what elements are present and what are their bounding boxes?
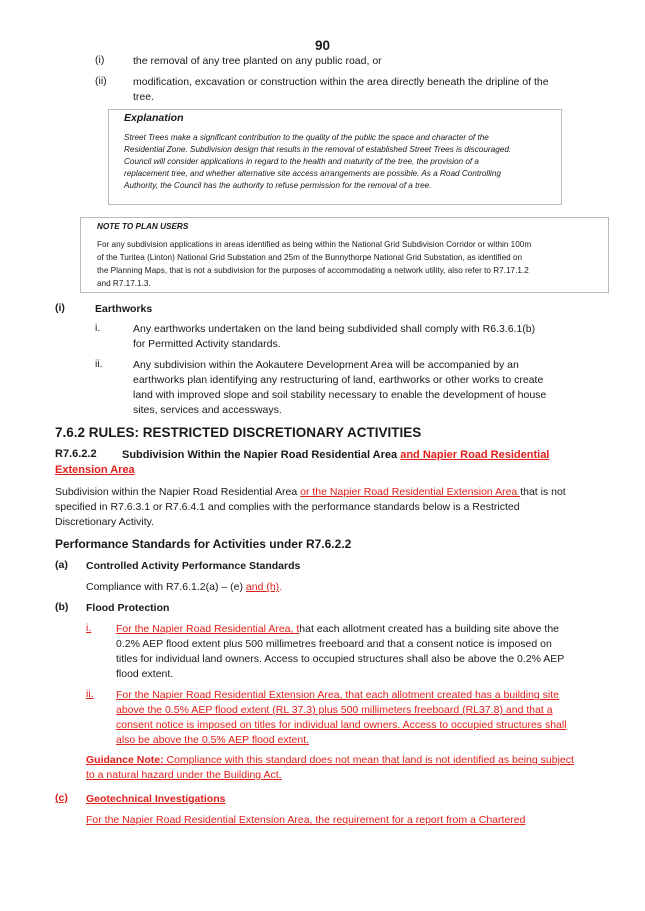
intro-line [55,485,566,500]
earthworks-item-num: ii. [95,358,103,370]
b-i-num: i. [86,622,92,634]
a-text-added: and (h) [245,581,280,593]
list-item-text: the removal of any tree planted on any public road, or [133,55,382,67]
b-ii-line: For the Napier Road Residential Extension Area, that each allotment created has a building site [116,689,560,701]
note-title: NOTE TO PLAN USERS [97,222,189,231]
rule-title-added: and Napier Road Residential [400,449,550,461]
intro-line: Discretionary Activity. [55,516,154,528]
rule-title [122,448,549,463]
a-num: (a) [55,559,68,571]
list-item-text: modification, excavation or construction within the area directly beneath the dripline of the [133,76,549,88]
explanation-line: Council will consider applications in regard to the health and maturity of the tree, the provision of a [124,157,479,166]
intro-text: Subdivision within the Napier Road Residential Area [55,486,301,498]
b-i-line [116,622,559,637]
rule-number: R7.6.2.2 [55,448,97,460]
c-line: For the Napier Road Residential Extension Area, the requirement for a report from a Chartered [86,814,526,826]
earthworks-title: Earthworks [95,303,153,315]
earthworks-item-line: Any subdivision within the Aokautere Development Area will be accompanied by an [133,359,519,371]
list-item-num: (ii) [95,75,107,87]
earthworks-item-num: i. [95,322,101,334]
note-line: of the Turitea (Linton) National Grid Substation and 25m of the Bunnythorpe National Grid Substation, as identified on [97,253,523,262]
a-text [86,580,282,595]
b-ii-line: also be above the 0.5% AEP flood extent. [116,734,310,746]
guidance-text: Compliance with this standard does not mean that land is not identified as being subject [163,754,574,766]
b-ii-num: ii. [86,688,94,700]
explanation-line: Residential Zone. Subdivision design that results in the removal of established Street Trees is discouraged. [124,145,512,154]
a-text-end: . [279,581,283,593]
b-i-text: hat each allotment created has a building site above the [299,623,560,635]
earthworks-item-line: sites, services and accessways. [133,404,282,416]
c-title: Geotechnical Investigations [86,793,226,805]
b-ii-line: above the 0.5% AEP flood extent (RL 37.3) plus 500 millimeters freeboard (RL37.8) and that a [116,704,553,716]
page-number: 90 [314,38,331,53]
explanation-line: Street Trees make a significant contribution to the quality of the public the space and character of the [124,133,489,142]
earthworks-item-line: Any earthworks undertaken on the land being subdivided shall comply with R6.3.6.1(b) [133,323,536,335]
earthworks-item-line: land with improved slope and soil stability necessary to enable the development of house [133,389,547,401]
b-title: Flood Protection [86,602,170,614]
rule-title-text: Subdivision Within the Napier Road Residential Area [122,449,398,461]
guidance-note [86,753,574,768]
explanation-line: Authority, the Council has the authority to refuse permission for the removal of a tree. [124,181,432,190]
c-num: (c) [55,792,68,804]
note-line: and R7.17.1.3. [97,279,151,288]
rule-title-added: Extension Area [55,464,135,476]
a-text-main: Compliance with R7.6.1.2(a) – (e) [86,581,246,593]
earthworks-num: (i) [55,302,65,314]
b-i-line: titles for individual land owners. Access to occupied structures shall also be above the 0.2% AEP [116,653,565,665]
note-line: the Planning Maps, that is not a subdivision for the purposes of accommodating a network utility, also refer to R7.17.1.2 [97,266,529,275]
intro-line: specified in R7.6.3.1 or R7.6.4.1 and complies with the performance standards below is a Restricted [55,501,520,513]
intro-text-rest: that is not [520,486,566,498]
performance-heading: Performance Standards for Activities under R7.6.2.2 [55,537,352,551]
a-title: Controlled Activity Performance Standards [86,560,301,572]
b-num: (b) [55,601,69,613]
list-item-num: (i) [95,54,105,66]
intro-added: or the Napier Road Residential Extension Area [300,486,521,498]
explanation-line: replacement tree, and whether alternative site access arrangements are possible. As a Road Controlling [124,169,501,178]
b-ii-line: consent notice is imposed on titles for individual land owners. Access to occupied structures shall [116,719,567,731]
list-item-text: tree. [133,91,155,103]
guidance-label: Guidance Note: [86,754,164,766]
b-i-added: For the Napier Road Residential Area, t [116,623,300,635]
explanation-title: Explanation [124,112,184,124]
note-line: For any subdivision applications in areas identified as being within the National Grid Subdivision Corridor or within 100m [97,240,532,249]
earthworks-item-line: earthworks plan identifying any restructuring of land, earthworks or other works to create [133,374,544,386]
section-heading: 7.6.2 RULES: RESTRICTED DISCRETIONARY ACTIVITIES [55,425,422,440]
b-i-line: 0.2% AEP flood extent plus 500 millimetres freeboard and that a consent notice is imposed on [116,638,552,650]
earthworks-item-line: for Permitted Activity standards. [133,338,281,350]
guidance-note-line: to a natural hazard under the Building Act. [86,769,282,781]
b-i-line: flood extent. [116,668,174,680]
